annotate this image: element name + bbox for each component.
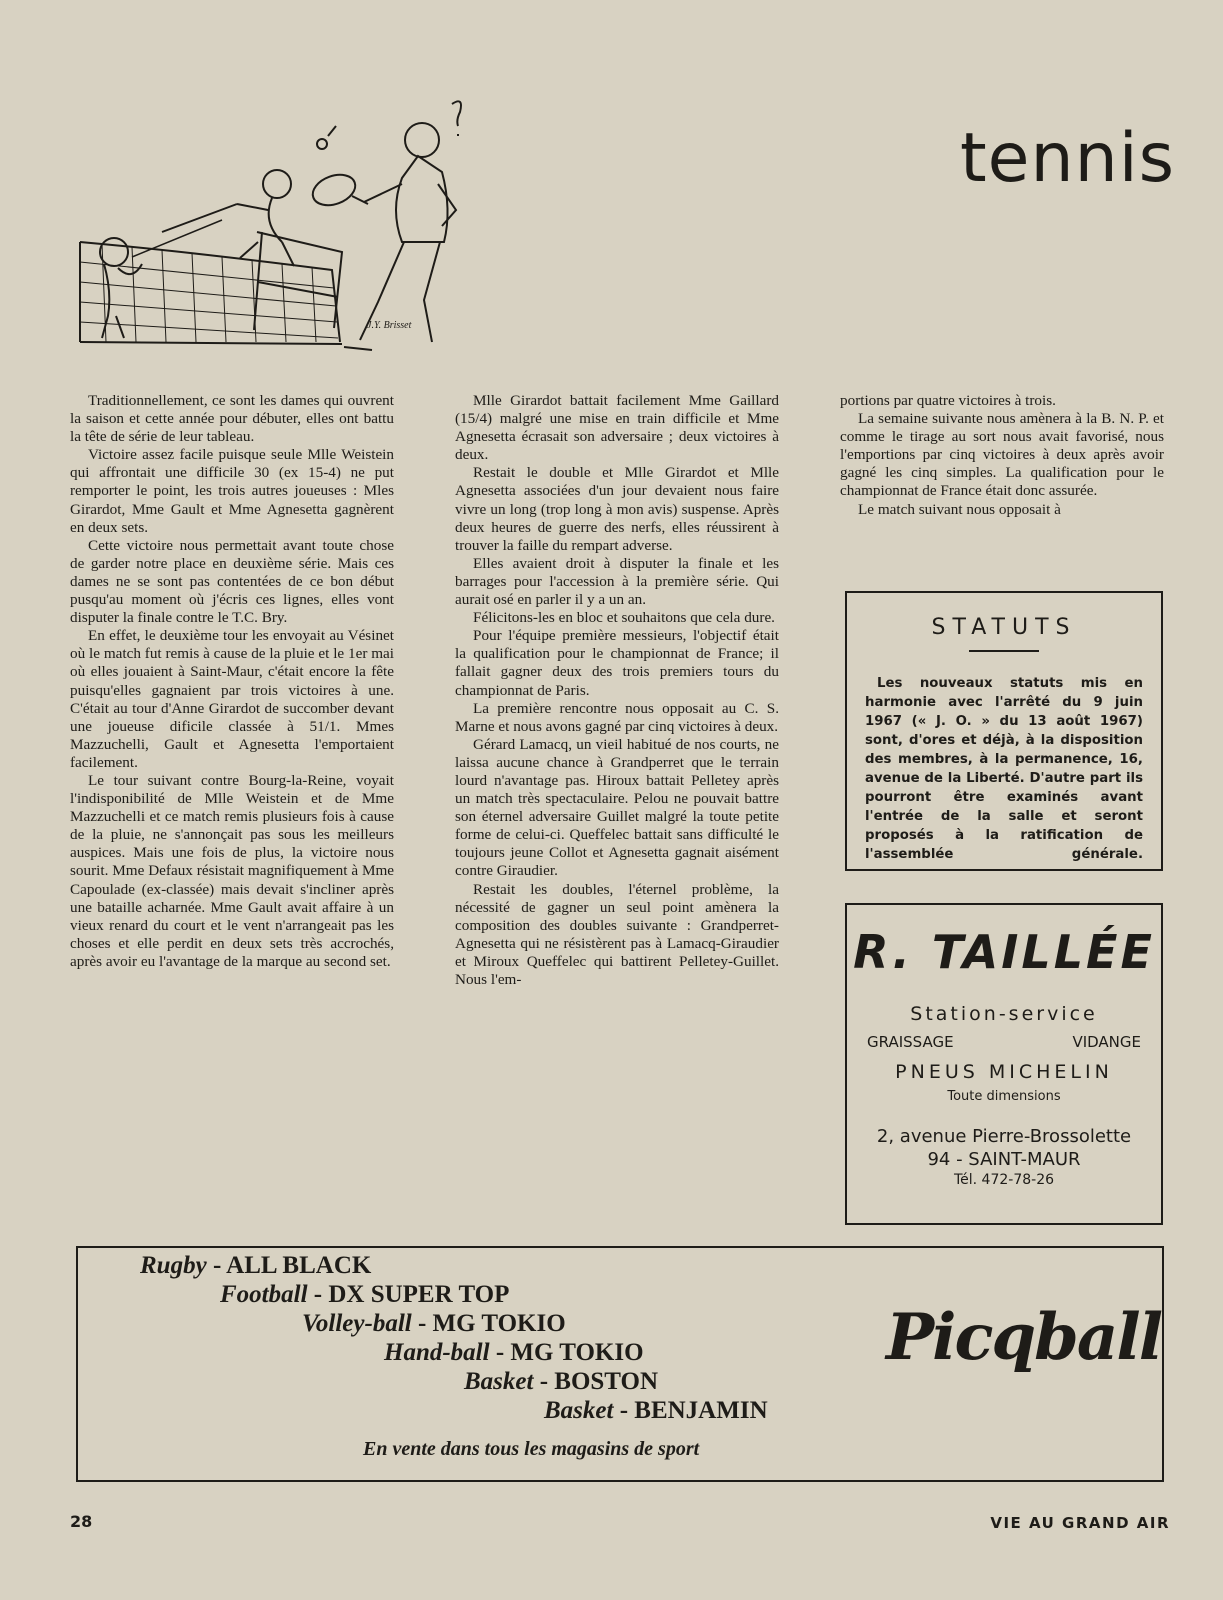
tall-player-head — [405, 123, 439, 157]
small-player-head — [100, 238, 128, 266]
product-line: Basket - BENJAMIN — [544, 1397, 768, 1424]
page-number: 28 — [70, 1512, 93, 1531]
racket — [309, 169, 360, 210]
product-line: Rugby - ALL BLACK — [140, 1252, 372, 1279]
paragraph: Traditionnellement, ce sont les dames qui ouvrent la saison et cette année pour débuter, elles ont battu la tête de série de leur tableau. — [70, 392, 394, 446]
product-line: Basket - BOSTON — [464, 1368, 659, 1395]
taillee-advertisement — [845, 903, 1163, 1225]
page-title: tennis — [960, 119, 1176, 198]
article-column-1 — [70, 392, 394, 971]
dimensions-label: Toute dimensions — [947, 1089, 1061, 1104]
vidange-label: VIDANGE — [1072, 1033, 1141, 1051]
paragraph: Cette victoire nous permettait avant toute chose de garder notre place en deuxième série. Mais ces dames ne se sont pas contentées de ce bon début pusqu'au moment où j'écris ces lignes, elles vont disputer la finale contre le T.C. Bry. — [70, 536, 394, 627]
statuts-notice-box — [845, 591, 1163, 871]
tyre-brand: PNEUS MICHELIN — [895, 1061, 1113, 1083]
phone-number: Tél. 472-78-26 — [953, 1172, 1055, 1188]
graissage-label: GRAISSAGE — [867, 1033, 954, 1051]
paragraph: La semaine suivante nous amènera à la B. N. P. et comme le tirage au sort nous avait favorisé, nous l'emportions par cinq victoires à deux après avoir gagné les cinq simples. La qualification pour le championnat de France était donc assurée. — [840, 410, 1164, 500]
station-label: Station-service — [910, 1003, 1098, 1025]
paragraph: Le tour suivant contre Bourg-la-Reine, voyait l'indisponibilité de Mlle Weistein et de Mme Mazzuchelli et ce match remis plusieurs fois à cause de la pluie, ne s'annonçait pas sous les meilleurs auspices. Mais une fois de plus, la victoire nous sourit. Mme Defaux résistait magnifiquement à Mme Capoulade (ex-classée) mais devait s'incliner après une bataille acharnée. Mme Gault avait affaire à un vieux renard du court et le vent n'arrangeait pas les choses et elle perdit en deux sets très accrochés, après avoir eu l'avantage de la marque au second set. — [70, 771, 394, 970]
paragraph: portions par quatre victoires à trois. — [840, 392, 1056, 409]
umpire-head — [263, 170, 291, 198]
paragraph: Elles avaient droit à disputer la finale et les barrages pour l'accession à la première série. Qui aurait osé en parler il y a un an. — [455, 554, 779, 609]
paragraph: Gérard Lamacq, un vieil habitué de nos courts, ne laissa aucune chance à Grandperret que le terrain lourd n'avantage pas. Hiroux battait Pelletey après un match très spectaculaire. Pelou ne pouvait battre son éternel adversaire Guillet malgré la toute petite forme de celui-ci. Queffelec battait sans difficulté le toujours jeune Collot et Agnesetta gagnait aisément contre Giraudier. — [455, 735, 779, 880]
paragraph: Restait le double et Mlle Girardot et Mlle Agnesetta associées d'un jour devaient nous faire vivre un long (trop long à mon avis) suspense. Après deux heures de guerre des nerfs, elles réussirent à trouver la faille du rempart adverse. — [455, 464, 779, 554]
product-line: Football - DX SUPER TOP — [220, 1281, 510, 1308]
paragraph: Le match suivant nous opposait à — [858, 500, 1061, 518]
artist-signature: J.Y. Brisset — [367, 320, 412, 331]
business-name: R. TAILLÉE — [853, 925, 1155, 979]
address: 2, avenue Pierre-Brossolette — [876, 1126, 1132, 1147]
paragraph: La première rencontre nous opposait au C. S. Marne et nous avons gagné par cinq victoires à deux. — [455, 699, 779, 735]
city: 94 - SAINT-MAUR — [927, 1149, 1081, 1170]
product-line: Hand-ball - MG TOKIO — [384, 1339, 644, 1366]
paragraph: Victoire assez facile puisque seule Mlle Weistein qui affrontait une difficile 30 (ex 15-4) ne put remporter le point, les trois autres joueuses : Mles Girardot, Mme Gault et Mme Agnesetta gagnèrent en deux sets. — [70, 446, 394, 536]
article-column-2 — [455, 392, 779, 989]
article-column-3 — [840, 392, 1164, 519]
statuts-title: STATUTS — [931, 615, 1077, 640]
paragraph: En effet, le deuxième tour les envoyait au Vésinet où le match fut remis à cause de la pluie et le 1er mai où elles jouaient à Saint-Maur, c'était encore la fête puisqu'elles gagnaient par trois victoires à une. C'était au tour d'Anne Girardot de succomber devant une joueuse dificile classée à 51/1. Mmes Mazzuchelli, Gault et Agnesetta l'emportaient facilement. — [70, 627, 394, 771]
paragraph: Mlle Girardot battait facilement Mme Gaillard (15/4) malgré une mise en train difficile et Mme Agnesetta écrasait son adversaire ; deux victoires à deux. — [455, 392, 779, 464]
divider — [969, 650, 1039, 652]
statuts-text: Les nouveaux statuts mis en harmonie avec l'arrêté du 9 juin 1967 (« J. O. » du 13 août 1967) sont, d'ores et déjà, à la disposition des membres, à la permanence, 16, avenue de la Liberté. D'autre part ils pourront être examinés avant l'entrée de la salle et seront proposés à la ratification de l'assemblée générale. — [865, 676, 1143, 862]
paragraph: Félicitons-les en bloc et souhaitons que cela dure. — [473, 609, 775, 627]
paragraph: Pour l'équipe première messieurs, l'objectif était la qualification pour le championnat de France; il fallait gagner deux des trois premiers tours du championnat de Paris. — [455, 627, 779, 699]
product-line: Volley-ball - MG TOKIO — [302, 1310, 566, 1337]
tennis-cartoon-illustration — [72, 92, 492, 362]
paragraph: Restait les doubles, l'éternel problème, la nécessité de gagner un seul point amènera la composition des doubles suivante : Grandperret-Agnesetta qui ne résistèrent pas à Lamacq-Giraudier et Miroux Queffelec qui battirent Pelletey-Guillet. Nous l'em- — [455, 880, 779, 988]
ad-slogan: En vente dans tous les magasins de sport — [363, 1438, 700, 1460]
picqball-advertisement — [76, 1246, 1164, 1482]
picqball-logo: Picqball — [886, 1300, 1161, 1375]
magazine-name: VIE AU GRAND AIR — [990, 1514, 1170, 1532]
ball — [317, 139, 327, 149]
